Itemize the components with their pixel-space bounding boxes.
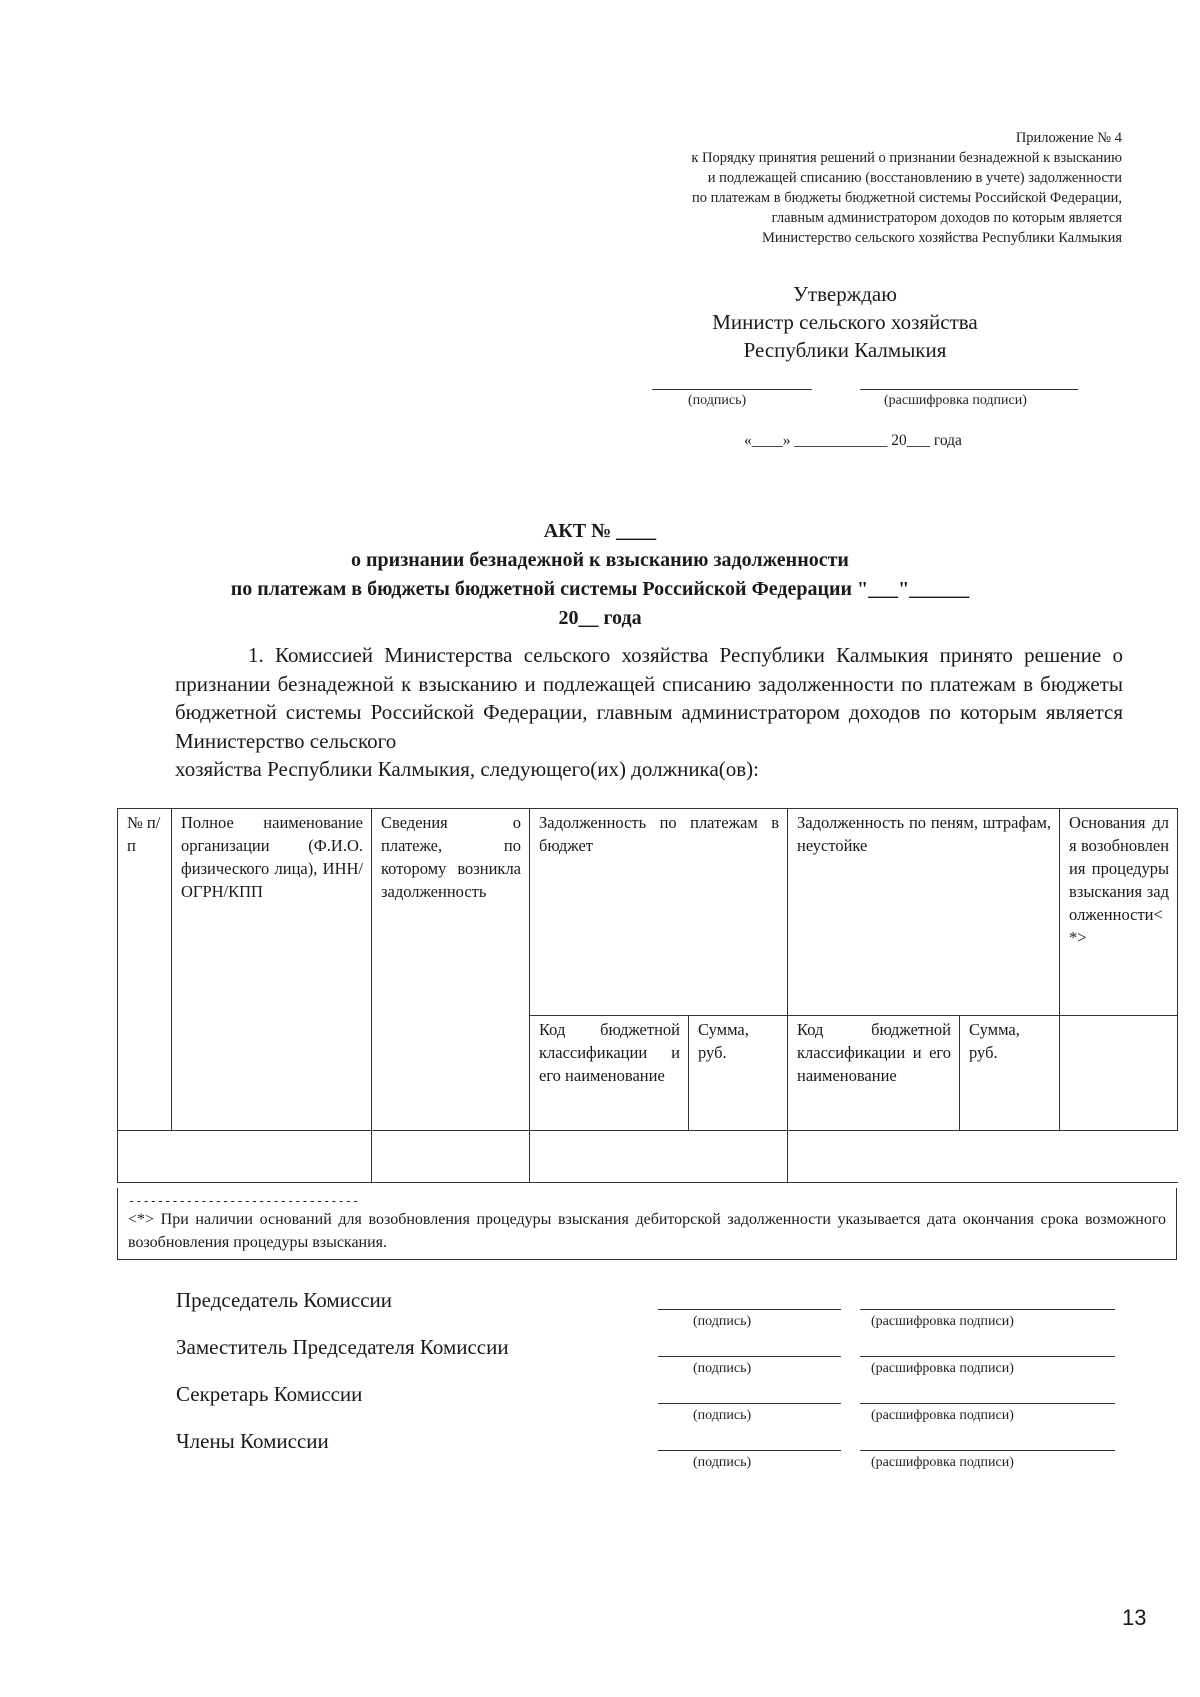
- decoding-label: (расшифровка подписи): [871, 1361, 1014, 1376]
- approval-signature-line: [652, 389, 812, 390]
- role-chairman: Председатель Комиссии: [176, 1288, 392, 1312]
- act-title-subject: о признании безнадежной к взысканию задолженности: [351, 549, 849, 571]
- role-secretary: Секретарь Комиссии: [176, 1382, 363, 1406]
- appendix-line: Министерство сельского хозяйства Республики Калмыкия: [761, 230, 1122, 246]
- approval-line: Республики Калмыкия: [743, 338, 947, 362]
- footnote-box: [117, 1188, 1177, 1260]
- signature-line: [658, 1356, 841, 1357]
- decision-paragraph: [175, 641, 1123, 784]
- act-title: [150, 517, 1050, 633]
- header-penalty-debt: Задолженность по пеням, штрафам, неустойке: [788, 809, 1060, 1016]
- decoding-line: [860, 1450, 1115, 1451]
- approval-block: [650, 280, 1040, 364]
- decoding-line: [860, 1403, 1115, 1404]
- signature-label: (подпись): [693, 1361, 752, 1376]
- header-debtor-name: Полное наименование организации (Ф.И.О. физического лица), ИНН/ОГРН/КПП: [172, 809, 372, 1131]
- act-title-scope: по платежам в бюджеты бюджетной системы Российской Федерации "___"______: [230, 578, 970, 600]
- decoding-line: [860, 1309, 1115, 1310]
- subheader-grounds-empty: [1060, 1016, 1178, 1131]
- header-number: № п/п: [118, 809, 172, 1131]
- role-members: Члены Комиссии: [176, 1429, 329, 1453]
- appendix-line: по платежам в бюджеты бюджетной системы Российской Федерации,: [692, 190, 1122, 206]
- appendix-header: [502, 128, 1122, 248]
- act-title-number: АКТ № ____: [543, 520, 657, 542]
- debt-table: [117, 808, 1178, 1183]
- approval-decoding-line: [860, 389, 1078, 390]
- header-renewal-grounds: Основания для возобновления процедуры взыскания задолженности<*>: [1060, 809, 1178, 1016]
- subheader-budget-sum: Сумма, руб.: [689, 1016, 788, 1131]
- empty-data-cell: [372, 1131, 530, 1183]
- subheader-budget-code: Код бюджетной классификации и его наименование: [530, 1016, 689, 1131]
- empty-data-cell: [118, 1131, 372, 1183]
- appendix-line: к Порядку принятия решений о признании безнадежной к взысканию: [691, 150, 1122, 166]
- approval-decoding-label: (расшифровка подписи): [884, 393, 1027, 408]
- signature-label: (подпись): [693, 1455, 752, 1470]
- appendix-line: и подлежащей списанию (восстановлению в учете) задолженности: [707, 170, 1122, 186]
- act-title-year: 20__ года: [558, 607, 642, 629]
- empty-data-cell: [530, 1131, 788, 1183]
- appendix-line: Приложение № 4: [1015, 130, 1122, 146]
- header-payment-info: Сведения о платеже, по которому возникла задолженность: [372, 809, 530, 1131]
- header-budget-debt: Задолженность по платежам в бюджет: [530, 809, 788, 1016]
- decoding-label: (расшифровка подписи): [871, 1455, 1014, 1470]
- decision-paragraph-text: 1. Комиссией Министерства сельского хозяйства Республики Калмыкия принято решение о признании безнадежной к взысканию и подлежащей списанию задолженности по платежам в бюджеты бюджетной системы Российской Федерации, главным администратором доходов по которым является Министерство сельского: [175, 643, 1123, 753]
- approval-date-line: «____» ____________ 20___ года: [744, 432, 962, 449]
- decision-paragraph-last-line: хозяйства Республики Калмыкия, следующего(их) должника(ов):: [175, 757, 760, 781]
- signature-label: (подпись): [693, 1408, 752, 1423]
- approval-line: Утверждаю: [793, 282, 897, 306]
- page-number: 13: [1122, 1605, 1147, 1630]
- appendix-line: главным администратором доходов по которым является: [771, 210, 1122, 226]
- role-deputy-chairman: Заместитель Председателя Комиссии: [176, 1335, 509, 1359]
- decoding-line: [860, 1356, 1115, 1357]
- subheader-penalty-sum: Сумма, руб.: [960, 1016, 1060, 1131]
- signature-label: (подпись): [693, 1314, 752, 1329]
- decoding-label: (расшифровка подписи): [871, 1314, 1014, 1329]
- empty-data-cell: [788, 1131, 1178, 1183]
- footnote-separator: --------------------------------: [128, 1194, 360, 1208]
- signature-line: [658, 1450, 841, 1451]
- signature-line: [658, 1403, 841, 1404]
- subheader-penalty-code: Код бюджетной классификации и его наименование: [788, 1016, 960, 1131]
- approval-line: Министр сельского хозяйства: [712, 310, 978, 334]
- footnote-text: <*> При наличии оснований для возобновления процедуры взыскания дебиторской задолженности указывается дата окончания срока возможного возобновления процедуры взыскания.: [128, 1211, 1166, 1251]
- signature-line: [658, 1309, 841, 1310]
- decoding-label: (расшифровка подписи): [871, 1408, 1014, 1423]
- approval-signature-label: (подпись): [688, 393, 747, 408]
